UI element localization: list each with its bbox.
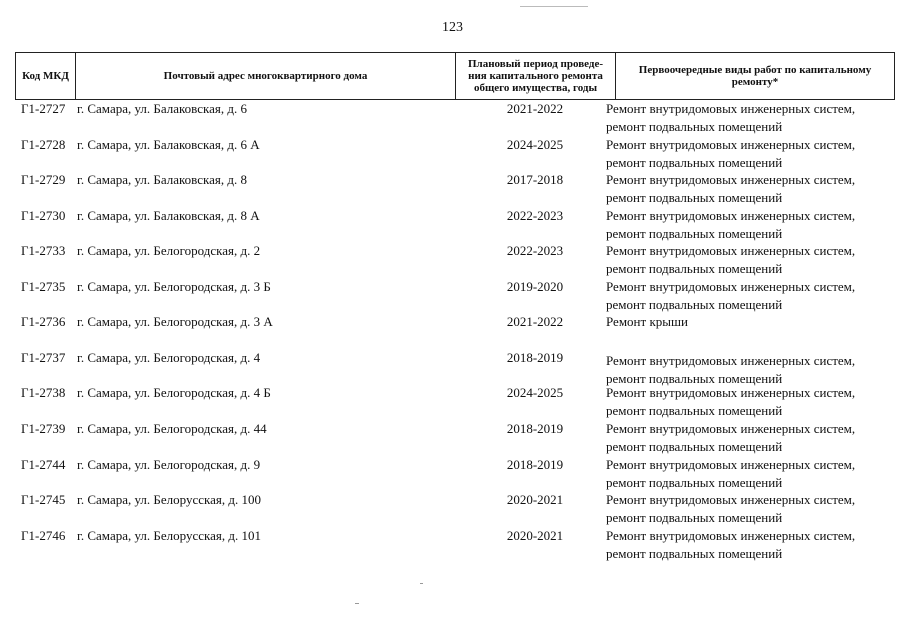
row-period: 2022-2023 [506, 208, 564, 223]
row-address: г. Самара, ул. Белогородская, д. 4 Б [77, 385, 271, 400]
row-works: Ремонт внутридомовых инженерных систем, ремонт подвальных помещений [606, 385, 856, 418]
table-row [15, 100, 895, 136]
row-period: 2021-2022 [506, 101, 564, 116]
row-period: 2024-2025 [506, 137, 564, 152]
table-row [15, 171, 895, 207]
row-period: 2018-2019 [506, 457, 564, 472]
row-address: г. Самара, ул. Белорусская, д. 100 [77, 492, 261, 507]
row-period: 2024-2025 [506, 385, 564, 400]
row-address: г. Самара, ул. Белогородская, д. 9 [77, 457, 261, 472]
table-row [15, 136, 895, 172]
table-row [15, 420, 895, 456]
table-row [15, 313, 895, 349]
table-row [15, 242, 895, 278]
row-address: г. Самара, ул. Балаковская, д. 8 А [77, 208, 260, 223]
table-row [15, 384, 895, 420]
row-address: г. Самара, ул. Балаковская, д. 6 [77, 101, 247, 116]
row-works: Ремонт внутридомовых инженерных систем, ремонт подвальных помещений [606, 279, 856, 312]
row-period: 2020-2021 [506, 528, 564, 543]
row-address: г. Самара, ул. Белогородская, д. 3 Б [77, 279, 271, 294]
table-row [15, 207, 895, 243]
row-works: Ремонт внутридомовых инженерных систем, ремонт подвальных помещений [606, 528, 856, 561]
row-period: 2020-2021 [506, 492, 564, 507]
row-code: Г1-2746 [21, 528, 66, 543]
scan-speck [520, 6, 588, 7]
row-address: г. Самара, ул. Белогородская, д. 4 [77, 350, 261, 365]
row-code: Г1-2730 [21, 208, 66, 223]
header-period: Плановый период проведе- ния капитального ремонта общего имущества, годы [456, 53, 616, 99]
row-address: г. Самара, ул. Белогородская, д. 2 [77, 243, 261, 258]
table-header [15, 52, 895, 100]
row-code: Г1-2738 [21, 385, 66, 400]
row-address: г. Самара, ул. Белорусская, д. 101 [77, 528, 261, 543]
row-works: Ремонт крыши [606, 314, 688, 329]
row-works: Ремонт внутридомовых инженерных систем, ремонт подвальных помещений [606, 243, 856, 276]
row-period: 2019-2020 [506, 279, 564, 294]
row-works: Ремонт внутридомовых инженерных систем, ремонт подвальных помещений [606, 353, 856, 386]
row-period: 2018-2019 [506, 421, 564, 436]
row-works: Ремонт внутридомовых инженерных систем, ремонт подвальных помещений [606, 457, 856, 490]
row-works: Ремонт внутридомовых инженерных систем, ремонт подвальных помещений [606, 137, 856, 170]
row-period: 2018-2019 [506, 350, 564, 365]
row-works: Ремонт внутридомовых инженерных систем, ремонт подвальных помещений [606, 208, 856, 241]
row-code: Г1-2733 [21, 243, 66, 258]
table-row [15, 456, 895, 492]
header-code: Код МКД [16, 53, 76, 99]
header-address: Почтовый адрес многоквартирного дома [76, 53, 456, 99]
row-code: Г1-2745 [21, 492, 66, 507]
row-address: г. Самара, ул. Балаковская, д. 6 А [77, 137, 260, 152]
row-works: Ремонт внутридомовых инженерных систем, ремонт подвальных помещений [606, 421, 856, 454]
row-code: Г1-2744 [21, 457, 66, 472]
scan-speck [355, 603, 359, 604]
table-row [15, 278, 895, 314]
row-code: Г1-2729 [21, 172, 66, 187]
table-row [15, 349, 895, 385]
row-period: 2021-2022 [506, 314, 564, 329]
header-works: Первоочередные виды работ по капитальному ремонту* [638, 64, 872, 88]
scan-speck [420, 583, 423, 584]
row-code: Г1-2728 [21, 137, 66, 152]
row-address: г. Самара, ул. Белогородская, д. 44 [77, 421, 267, 436]
page-number: 123 [442, 20, 463, 35]
row-address: г. Самара, ул. Белогородская, д. 3 А [77, 314, 273, 329]
row-code: Г1-2735 [21, 279, 66, 294]
row-code: Г1-2737 [21, 350, 66, 365]
table-row [15, 491, 895, 527]
row-code: Г1-2739 [21, 421, 66, 436]
row-works: Ремонт внутридомовых инженерных систем, ремонт подвальных помещений [606, 172, 856, 205]
row-works: Ремонт внутридомовых инженерных систем, ремонт подвальных помещений [606, 101, 856, 134]
table-row [15, 527, 895, 563]
row-code: Г1-2727 [21, 101, 66, 116]
row-works: Ремонт внутридомовых инженерных систем, ремонт подвальных помещений [606, 492, 856, 525]
row-period: 2022-2023 [506, 243, 564, 258]
row-code: Г1-2736 [21, 314, 66, 329]
row-period: 2017-2018 [506, 172, 564, 187]
row-address: г. Самара, ул. Балаковская, д. 8 [77, 172, 247, 187]
